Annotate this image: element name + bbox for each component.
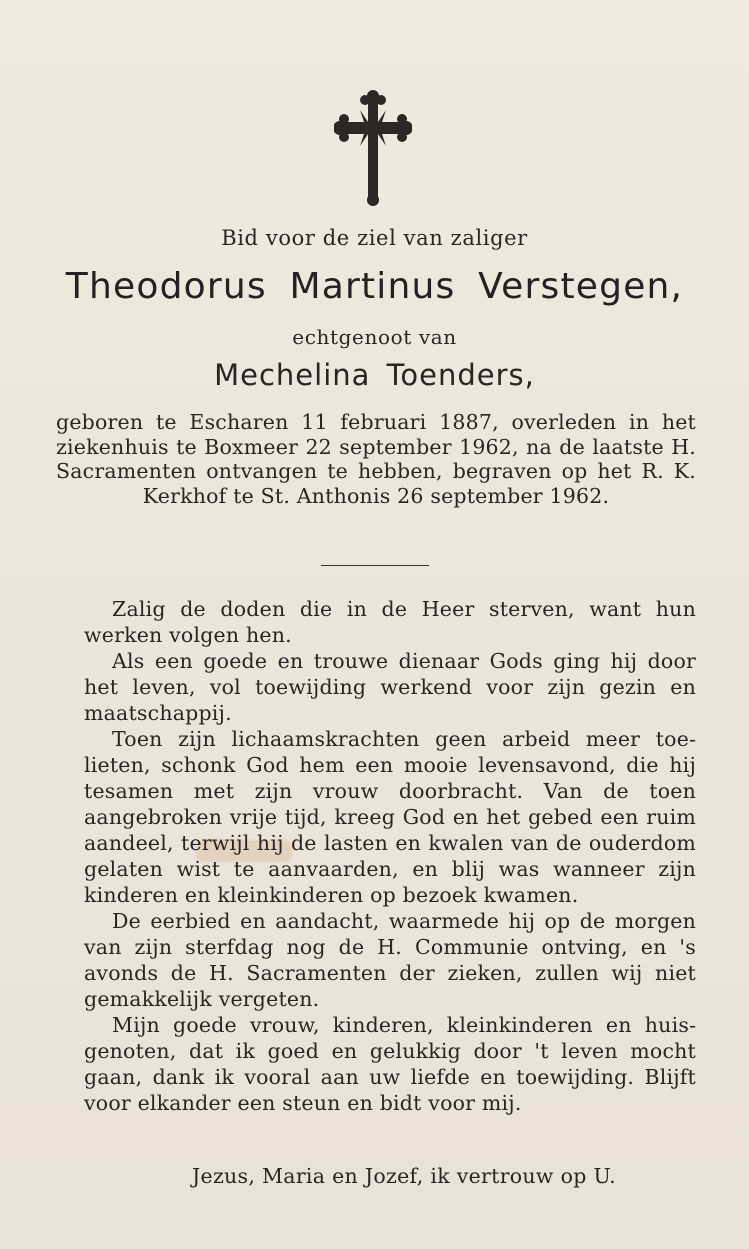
paragraph: Mijn goede vrouw, kinderen, kleinkinderen en huisgenoten, dat ik goed en gelukkig door 't leven mocht gaan, dank ik vooral aan uw liefde en toewijding. Blijft voor elkander een steun en bidt voor mij. xyxy=(84,1013,696,1115)
paragraph: Zalig de doden die in de Heer sterven, want hun werken volgen hen. xyxy=(84,597,696,647)
biography: geboren te Escharen 11 februari 1887, overleden in het ziekenhuis te Boxmeer 22 september 1962, na de laatste H. Sacramenten ontvangen te hebben, begraven op het R. K. Kerkhof te St. Anthonis 26 september 1962. xyxy=(56,410,696,508)
cross-icon xyxy=(334,88,412,208)
paragraph: Toen zijn lichaamskrachten geen arbeid meer toelieten, schonk God hem een mooie levensavond, die hij tesamen met zijn vrouw doorbracht. Van de toen aangebroken vrije tijd, kreeg God en het gebed een ruim aandeel, terwijl hij de lasten en kwalen van de ouderdom gelaten wist te aanvaarden, en blij was wanneer zijn kinderen en kleinkinderen op bezoek kwamen. xyxy=(84,727,696,907)
paragraph: De eerbied en aandacht, waarmede hij op de morgen van zijn sterfdag nog de H. Communie ontving, en 's avonds de H. Sacramenten der zieken, zullen wij niet gemakkelijk vergeten. xyxy=(84,909,696,1011)
deceased-name: Theodorus Martinus Verstegen, xyxy=(65,266,684,307)
divider xyxy=(321,565,429,566)
prayer-intro: Bid voor de ziel van zaliger xyxy=(221,226,528,250)
spouse-prefix: echtgenoot van xyxy=(292,325,457,349)
spouse-name: Mechelina Toenders, xyxy=(214,358,535,392)
paragraph: Als een goede en trouwe dienaar Gods ging hij door het leven, vol toewijding werkend voor zijn gezin en maatschappij. xyxy=(84,649,696,725)
memorial-text xyxy=(84,596,696,1116)
closing-prayer: Jezus, Maria en Jozef, ik vertrouw op U. xyxy=(192,1164,616,1188)
